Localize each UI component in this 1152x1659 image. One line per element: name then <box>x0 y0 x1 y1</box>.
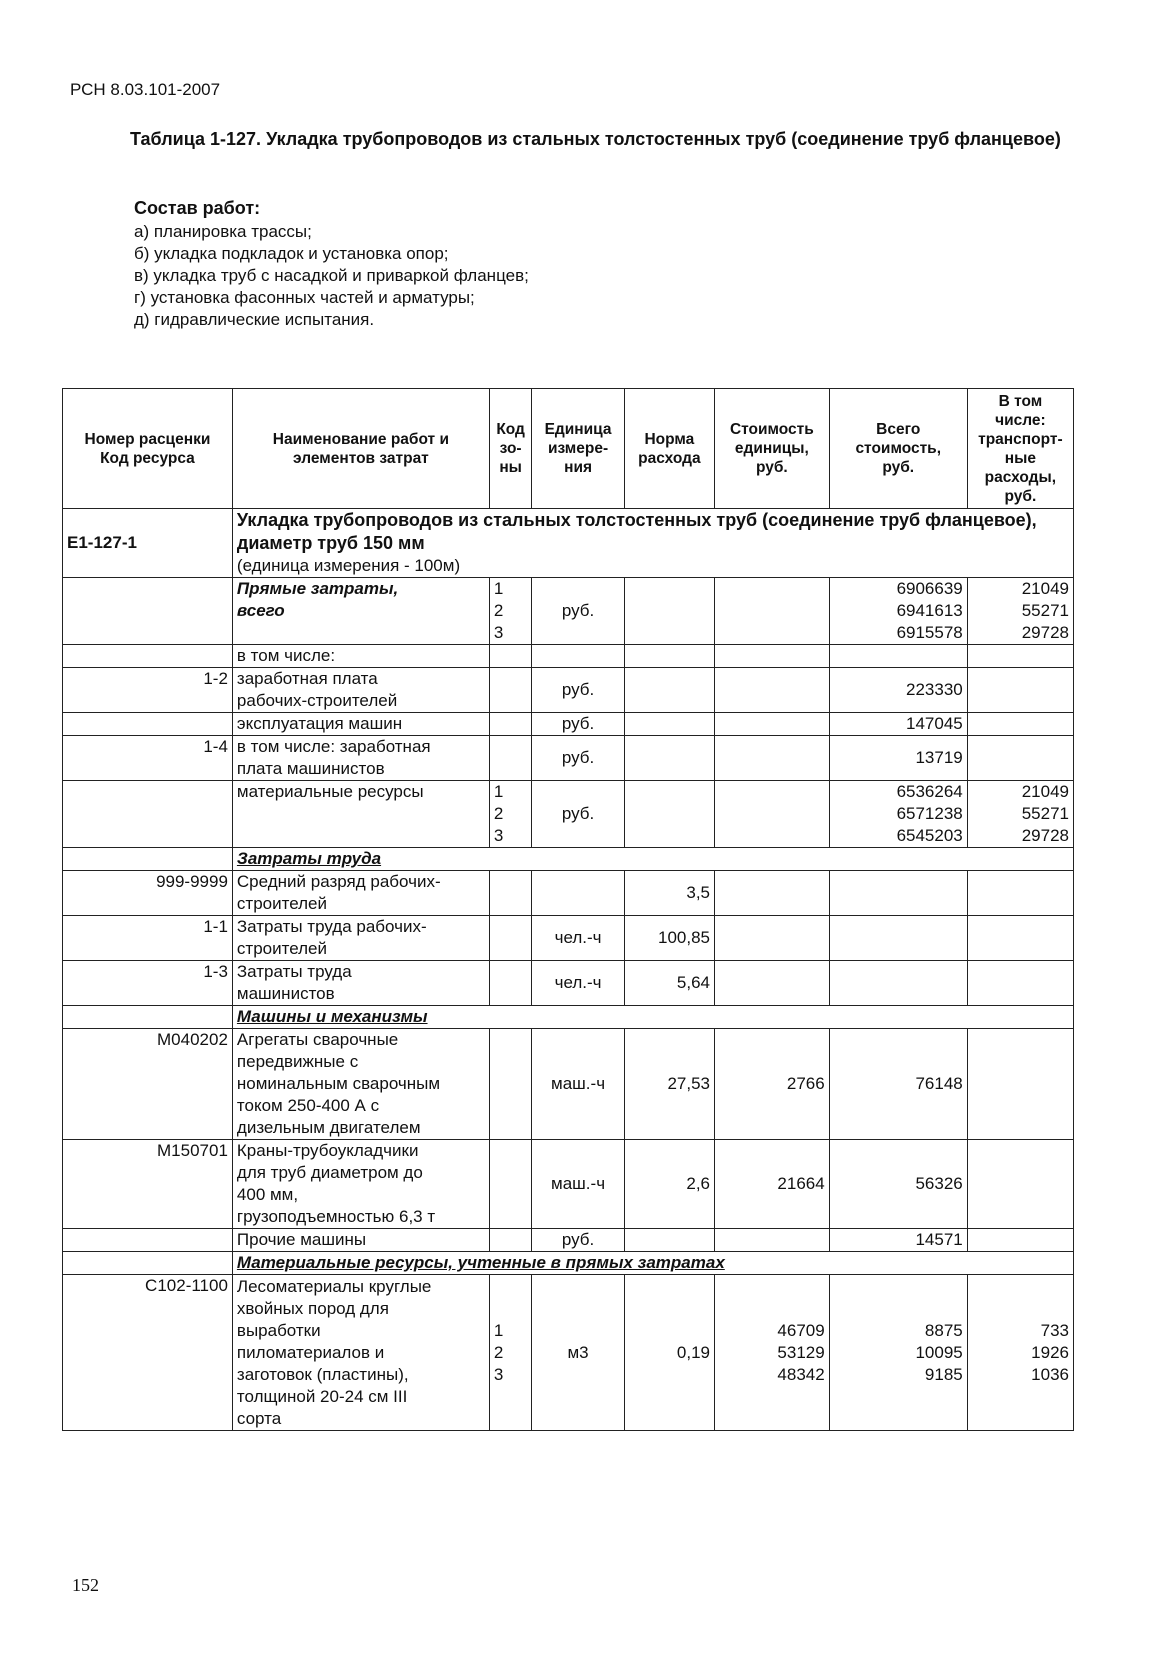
group-code: Е1-127-1 <box>63 509 233 578</box>
empty-cell <box>624 781 714 848</box>
machines-exp-name: эксплуатация машин <box>232 713 489 736</box>
rates-table <box>62 388 1074 1431</box>
empty-cell <box>63 1006 233 1029</box>
empty-cell <box>624 645 714 668</box>
wages-total: 223330 <box>829 668 967 713</box>
labor-section-title: Затраты труда <box>232 848 1073 871</box>
labor-drivers-code: 1-3 <box>63 961 233 1006</box>
table-row <box>63 871 1074 916</box>
empty-cell <box>715 736 830 781</box>
other-machines-unit: руб. <box>532 1229 624 1252</box>
empty-cell <box>829 645 967 668</box>
empty-cell <box>715 961 830 1006</box>
grade-name: Средний разряд рабочих- строителей <box>232 871 489 916</box>
empty-cell <box>63 1229 233 1252</box>
other-machines-total: 14571 <box>829 1229 967 1252</box>
works-item: в) укладка труб с насадкой и приваркой фланцев; <box>134 266 529 285</box>
empty-cell <box>967 668 1073 713</box>
empty-cell <box>624 736 714 781</box>
machine-2-total: 56326 <box>829 1140 967 1229</box>
empty-cell <box>829 961 967 1006</box>
machine-2-name: Краны-трубоукладчики для труб диаметром до 400 мм, грузоподъемностью 6,3 т <box>232 1140 489 1229</box>
header-total: Всего стоимость, руб. <box>829 389 967 509</box>
machines-section-title: Машины и механизмы <box>232 1006 1073 1029</box>
empty-cell <box>715 668 830 713</box>
table-row <box>63 916 1074 961</box>
empty-cell <box>829 871 967 916</box>
table-row <box>63 1275 1074 1431</box>
empty-cell <box>63 848 233 871</box>
materials-zones: 1 2 3 <box>489 781 531 848</box>
empty-cell <box>489 1029 531 1140</box>
materials-name: материальные ресурсы <box>232 781 489 848</box>
machines-exp-total: 147045 <box>829 713 967 736</box>
document-code: РСН 8.03.101-2007 <box>70 80 221 99</box>
other-machines-name: Прочие машины <box>232 1229 489 1252</box>
empty-cell <box>489 645 531 668</box>
machine-1-total: 76148 <box>829 1029 967 1140</box>
grade-norm: 3,5 <box>624 871 714 916</box>
direct-totals: 6906639 6941613 6915578 <box>829 578 967 645</box>
labor-workers-name: Затраты труда рабочих- строителей <box>232 916 489 961</box>
group-title-cell <box>232 509 1073 578</box>
empty-cell <box>715 781 830 848</box>
empty-cell <box>63 781 233 848</box>
material-1-code: С102-1100 <box>63 1275 233 1431</box>
machine-1-norm: 27,53 <box>624 1029 714 1140</box>
materials-transport: 21049 55271 29728 <box>967 781 1073 848</box>
driver-wages-total: 13719 <box>829 736 967 781</box>
material-1-norm: 0,19 <box>624 1275 714 1431</box>
table-row <box>63 713 1074 736</box>
empty-cell <box>624 668 714 713</box>
empty-cell <box>715 1229 830 1252</box>
grade-code: 999-9999 <box>63 871 233 916</box>
section-row <box>63 1252 1074 1275</box>
table-title <box>66 128 1076 151</box>
table-row <box>63 736 1074 781</box>
machine-2-unit: маш.-ч <box>532 1140 624 1229</box>
section-row <box>63 848 1074 871</box>
group-title: Укладка трубопроводов из стальных толстостенных труб (соединение труб фланцевое), диаметр труб 150 мм <box>236 510 1037 553</box>
group-row <box>63 509 1074 578</box>
empty-cell <box>967 1029 1073 1140</box>
table-row <box>63 1029 1074 1140</box>
header-zone: Код зо- ны <box>489 389 531 509</box>
empty-cell <box>63 578 233 645</box>
empty-cell <box>829 916 967 961</box>
direct-costs-label: Прямые затраты, всего <box>232 578 489 645</box>
material-1-name: Лесоматериалы круглые хвойных пород для выработки пиломатериалов и заготовок (пластины), толщиной 20-24 см III сорта <box>232 1275 489 1431</box>
direct-zones: 1 2 3 <box>489 578 531 645</box>
wages-code: 1-2 <box>63 668 233 713</box>
machine-1-unit: маш.-ч <box>532 1029 624 1140</box>
empty-cell <box>967 736 1073 781</box>
direct-transport: 21049 55271 29728 <box>967 578 1073 645</box>
materials-unit: руб. <box>532 781 624 848</box>
header-norm: Норма расхода <box>624 389 714 509</box>
table-row <box>63 1229 1074 1252</box>
driver-wages-unit: руб. <box>532 736 624 781</box>
material-1-unit-cost: 46709 53129 48342 <box>715 1275 830 1431</box>
works-item: г) установка фасонных частей и арматуры; <box>134 288 475 307</box>
material-1-unit: м3 <box>532 1275 624 1431</box>
empty-cell <box>715 871 830 916</box>
material-1-total: 8875 10095 9185 <box>829 1275 967 1431</box>
empty-cell <box>715 578 830 645</box>
empty-cell <box>63 1252 233 1275</box>
machine-2-norm: 2,6 <box>624 1140 714 1229</box>
empty-cell <box>489 668 531 713</box>
labor-workers-norm: 100,85 <box>624 916 714 961</box>
empty-cell <box>624 1229 714 1252</box>
empty-cell <box>967 645 1073 668</box>
driver-wages-name: в том числе: заработная плата машинистов <box>232 736 489 781</box>
empty-cell <box>624 578 714 645</box>
empty-cell <box>489 713 531 736</box>
machine-2-code: М150701 <box>63 1140 233 1229</box>
machine-1-code: М040202 <box>63 1029 233 1140</box>
machines-exp-unit: руб. <box>532 713 624 736</box>
empty-cell <box>532 645 624 668</box>
machine-2-unit-cost: 21664 <box>715 1140 830 1229</box>
table-header-row <box>63 389 1074 509</box>
works-item: б) укладка подкладок и установка опор; <box>134 244 449 263</box>
table-row <box>63 645 1074 668</box>
table-row <box>63 781 1074 848</box>
incl-label: в том числе: <box>232 645 489 668</box>
header-unit: Единица измере- ния <box>532 389 624 509</box>
empty-cell <box>489 736 531 781</box>
table-row <box>63 1140 1074 1229</box>
table-row <box>63 668 1074 713</box>
works-item: а) планировка трассы; <box>134 222 312 241</box>
empty-cell <box>489 1229 531 1252</box>
empty-cell <box>489 961 531 1006</box>
wages-unit: руб. <box>532 668 624 713</box>
wages-name: заработная плата рабочих-строителей <box>232 668 489 713</box>
empty-cell <box>967 871 1073 916</box>
empty-cell <box>715 916 830 961</box>
machine-1-unit-cost: 2766 <box>715 1029 830 1140</box>
labor-drivers-unit: чел.-ч <box>532 961 624 1006</box>
labor-drivers-norm: 5,64 <box>624 961 714 1006</box>
empty-cell <box>967 1140 1073 1229</box>
empty-cell <box>489 916 531 961</box>
empty-cell <box>63 645 233 668</box>
header-name: Наименование работ и элементов затрат <box>232 389 489 509</box>
empty-cell <box>967 916 1073 961</box>
driver-wages-code: 1-4 <box>63 736 233 781</box>
works-list <box>134 221 529 331</box>
material-1-transport: 733 1926 1036 <box>967 1275 1073 1431</box>
works-item: д) гидравлические испытания. <box>134 310 375 329</box>
group-unit-note: (единица измерения - 100м) <box>236 556 461 575</box>
labor-drivers-name: Затраты труда машинистов <box>232 961 489 1006</box>
section-row <box>63 1006 1074 1029</box>
page-number: 152 <box>72 1575 99 1595</box>
header-unit-cost: Стоимость единицы, руб. <box>715 389 830 509</box>
works-heading: Состав работ: <box>134 198 261 218</box>
table-row <box>63 961 1074 1006</box>
table-row <box>63 578 1074 645</box>
empty-cell <box>489 871 531 916</box>
direct-unit: руб. <box>532 578 624 645</box>
empty-cell <box>715 645 830 668</box>
empty-cell <box>624 713 714 736</box>
empty-cell <box>967 1229 1073 1252</box>
materials-totals: 6536264 6571238 6545203 <box>829 781 967 848</box>
empty-cell <box>715 713 830 736</box>
table-title-text: Таблица 1-127. Укладка трубопроводов из стальных толстостенных труб (соединение труб фланцевое) <box>130 129 1061 149</box>
empty-cell <box>63 713 233 736</box>
empty-cell <box>532 871 624 916</box>
empty-cell <box>967 961 1073 1006</box>
material-1-zones: 1 2 3 <box>489 1275 531 1431</box>
header-transport: В том числе: транспорт- ные расходы, руб. <box>967 389 1073 509</box>
machine-1-name: Агрегаты сварочные передвижные с номинальным сварочным током 250-400 А с дизельным двигателем <box>232 1029 489 1140</box>
labor-workers-unit: чел.-ч <box>532 916 624 961</box>
labor-workers-code: 1-1 <box>63 916 233 961</box>
empty-cell <box>489 1140 531 1229</box>
header-code: Номер расценки Код ресурса <box>63 389 233 509</box>
materials-section-title: Материальные ресурсы, учтенные в прямых затратах <box>232 1252 1073 1275</box>
empty-cell <box>967 713 1073 736</box>
